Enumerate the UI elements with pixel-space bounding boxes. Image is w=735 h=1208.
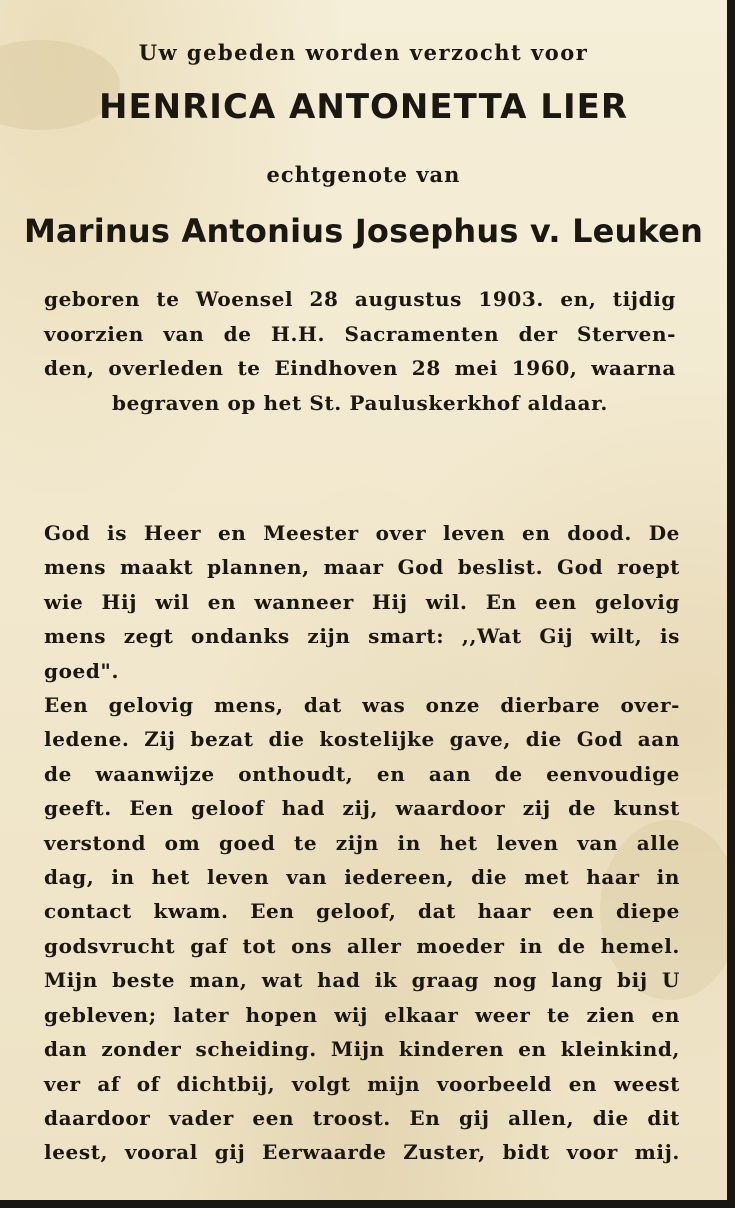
scan-border-right	[727, 0, 735, 1208]
bio-line: den, overleden te Eindhoven 28 mei 1960, waarna	[44, 356, 676, 380]
text-line: daardoor vader een troost. En gij allen, die dit	[44, 1105, 680, 1130]
text-line: goed".	[44, 658, 120, 683]
text-line: dag, in het leven van iedereen, die met haar in	[44, 865, 680, 890]
bio-line: geboren te Woensel 28 augustus 1903. en, tijdig	[44, 287, 676, 311]
text-line: Mijn beste man, wat had ik graag nog lang bij U	[44, 968, 680, 993]
spouse-label: echtgenote van	[266, 162, 461, 187]
spouse-name: Marinus Antonius Josephus v. Leuken	[23, 212, 704, 250]
text-line: ledene. Zij bezat die kostelijke gave, die God aan	[44, 727, 680, 752]
text-line: wie Hij wil en wanneer Hij wil. En een gelovig	[44, 589, 680, 614]
text-line: ver af of dichtbij, volgt mijn voorbeeld en weest	[44, 1071, 680, 1096]
text-line: verstond om goed te zijn in het leven van alle	[44, 830, 680, 855]
text-line: mens zegt ondanks zijn smart: ,,Wat Gij wilt, is	[44, 624, 680, 649]
text-line: leest, vooral gij Eerwaarde Zuster, bidt voor mij.	[44, 1140, 680, 1165]
text-line: God is Heer en Meester over leven en dood. De	[44, 521, 680, 545]
text-line: dan zonder scheiding. Mijn kinderen en kleinkind,	[44, 1037, 680, 1062]
intro-text: Uw gebeden worden verzocht voor	[138, 40, 589, 65]
text-line: geeft. Een geloof had zij, waardoor zij de kunst	[44, 796, 680, 821]
deceased-name: HENRICA ANTONETTA LIER	[98, 87, 628, 127]
text-line: contact kwam. Een geloof, dat haar een diepe	[44, 899, 680, 924]
scan-border-bottom	[0, 1200, 735, 1208]
text-line: de waanwijze onthoudt, en aan de eenvoudige	[44, 761, 680, 786]
text-line: gebleven; later hopen wij elkaar weer te zien en	[44, 1002, 680, 1027]
bio-line: begraven op het St. Pauluskerkhof aldaar.	[112, 390, 608, 415]
memorial-text	[44, 516, 680, 1170]
text-line: Een gelovig mens, dat was onze dierbare over-	[44, 693, 680, 718]
text-line: mens maakt plannen, maar God beslist. God roept	[44, 555, 680, 580]
biography	[44, 282, 676, 420]
bio-line: voorzien van de H.H. Sacramenten der Sterven-	[44, 321, 676, 346]
text-line: godsvrucht gaf tot ons aller moeder in de hemel.	[44, 933, 680, 958]
